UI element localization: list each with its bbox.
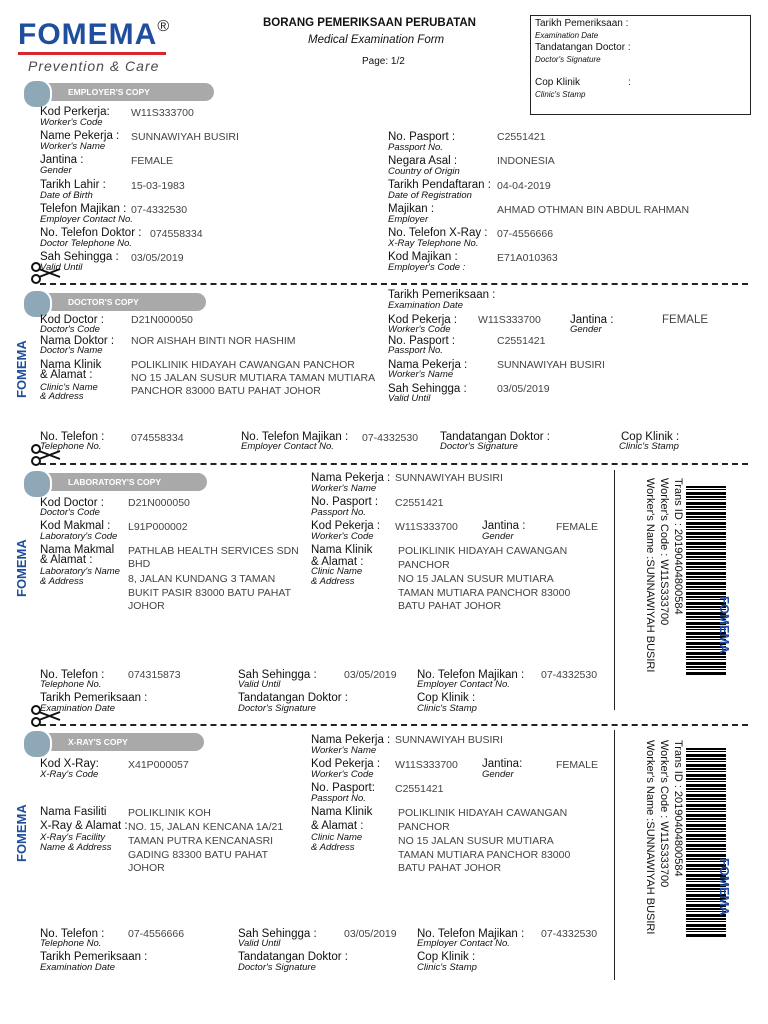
lab-code: L91P000002: [128, 521, 188, 533]
doc-clinic-line-3: PANCHOR 83000 BATU PAHAT JOHOR: [131, 385, 321, 397]
emp-gender-label: Jantina :: [40, 154, 84, 166]
doc-stamp-en: Clinic's Stamp: [619, 441, 679, 452]
cut-line: [40, 463, 748, 465]
box-clinic-stamp-en: Clinic's Stamp: [535, 90, 586, 99]
xray-tel: 07-4556666: [128, 928, 185, 940]
emp-worker-name: SUNNAWIYAH BUSIRI: [131, 131, 239, 143]
xray-facility-line-5: JOHOR: [128, 862, 165, 874]
xray-stamp-label: Cop Klinik :: [417, 951, 476, 963]
lab-copy-pill: LABORATORY'S COPY: [24, 473, 207, 491]
doc-clinic-en-1: Clinic's Name: [40, 382, 98, 393]
box-exam-date-en: Examination Date: [535, 31, 599, 40]
lab-worker-name: SUNNAWIYAH BUSIRI: [395, 472, 503, 484]
doc-worker-name-label: Nama Pekerja :: [388, 359, 468, 371]
lab-addr-line-4: BUKIT PASIR 83000 BATU PAHAT: [128, 587, 292, 599]
doc-valid-en: Valid Until: [388, 393, 431, 404]
box-clinic-stamp-colon: :: [628, 77, 631, 88]
doc-code: D21N000050: [131, 314, 193, 326]
lab-doc-code-label: Kod Doctor :: [40, 497, 104, 509]
emp-worker-code-label: Kod Perkerja:: [40, 106, 110, 118]
lab-divider: [614, 470, 615, 710]
lab-clinic-line-4: TAMAN MUTIARA PANCHOR 83000: [398, 587, 571, 599]
lab-passport: C2551421: [395, 497, 444, 509]
xray-worker-name-label: Nama Pekerja :: [311, 734, 391, 746]
lab-emp-tel-label: No. Telefon Majikan :: [417, 669, 525, 681]
emp-employer-tel-en: Employer Contact No.: [40, 214, 133, 225]
xray-worker-code-en: Worker's Code: [311, 769, 374, 780]
xray-emp-tel-label: No. Telefon Majikan :: [417, 928, 525, 940]
xray-code-en: X-Ray's Code: [40, 769, 99, 780]
doc-worker-code-label: Kod Pekerja :: [388, 314, 458, 326]
xray-clinic-line-1: POLIKLINIK HIDAYAH CAWANGAN: [398, 807, 568, 819]
box-doctor-sig-label: Tandatangan Doctor :: [535, 42, 631, 53]
doc-clinic-line-1: POLIKLINIK HIDAYAH CAWANGAN PANCHOR: [131, 359, 355, 371]
xray-emp-tel-en: Employer Contact No.: [417, 938, 510, 949]
fomema-side-logo: FOMEMA: [717, 858, 732, 916]
doc-stamp-label: Cop Klinik :: [621, 431, 680, 443]
doctor-copy-pill: DOCTOR'S COPY: [24, 293, 206, 311]
box-exam-date-label: Tarikh Pemeriksaan :: [535, 18, 629, 29]
xray-vertical-worker-code: Worker's Code : W11S333700: [658, 740, 670, 888]
emp-employer: AHMAD OTHMAN BIN ABDUL RAHMAN: [497, 204, 690, 216]
xray-clinic-line-3: NO 15 JALAN SUSUR MUTIARA: [398, 835, 554, 847]
lab-clinic-line-3: NO 15 JALAN SUSUR MUTIARA: [398, 573, 554, 585]
xray-facility-line-1: POLIKLINIK KOH: [128, 807, 211, 819]
doc-emp-tel-label: No. Telefon Majikan :: [241, 431, 349, 443]
xray-worker-code-label: Kod Pekerja :: [311, 758, 381, 770]
doc-passport-en: Passport No.: [388, 345, 443, 356]
xray-worker-name: SUNNAWIYAH BUSIRI: [395, 734, 503, 746]
box-clinic-stamp-label: Cop Klinik: [535, 77, 581, 88]
emp-xray-tel: 07-4556666: [497, 228, 554, 240]
doc-sig-label: Tandatangan Doktor :: [440, 431, 550, 443]
xray-sig-label: Tandatangan Doktor :: [238, 951, 348, 963]
xray-clinic-line-4: TAMAN MUTIARA PANCHOR 83000: [398, 849, 571, 861]
lab-addr-line-1: PATHLAB HEALTH SERVICES SDN: [128, 545, 299, 557]
doc-passport-label: No. Pasport :: [388, 335, 456, 347]
lab-addr-line-5: JOHOR: [128, 600, 165, 612]
flask-icon: [22, 469, 52, 499]
xray-valid-label: Sah Sehingga :: [238, 928, 317, 940]
emp-employer-code-en: Employer's Code :: [388, 262, 466, 273]
xray-facility-line-2: NO. 15, JALAN KENCANA 1A/21: [128, 821, 284, 833]
lab-tel-label: No. Telefon :: [40, 669, 105, 681]
form-subtitle: Medical Examination Form: [308, 34, 445, 46]
emp-xray-tel-en: X-Ray Telephone No.: [388, 238, 479, 249]
lab-valid-label: Sah Sehingga :: [238, 669, 317, 681]
doc-name-en: Doctor's Name: [40, 345, 103, 356]
lab-exam-en: Examination Date: [40, 703, 115, 714]
doc-emp-tel-en: Employer Contact No.: [241, 441, 334, 452]
doc-worker-code-en: Worker's Code: [388, 324, 451, 335]
lab-clinic-en-1: Clinic Name: [311, 566, 363, 577]
doc-name: NOR AISHAH BINTI NOR HASHIM: [131, 335, 296, 347]
lab-passport-label: No. Pasport :: [311, 496, 379, 508]
emp-country-en: Country of Origin: [388, 166, 460, 177]
lab-vertical-worker-code: Worker's Code : W11S333700: [658, 478, 670, 626]
emp-employer-code: E71A010363: [497, 252, 558, 264]
fomema-side-logo: FOMEMA: [717, 596, 732, 654]
emp-dob-label: Tarikh Lahir :: [40, 179, 106, 191]
lab-name-label-2: & Alamat :: [40, 554, 93, 566]
person-icon: [22, 79, 52, 109]
xray-passport: C2551421: [395, 783, 444, 795]
exam-signature-box: [530, 15, 751, 115]
xray-worker-name-en: Worker's Name: [311, 745, 377, 756]
lab-worker-code-label: Kod Pekerja :: [311, 520, 381, 532]
box-doctor-sig-en: Doctor's Signature: [535, 55, 601, 64]
doc-worker-code: W11S333700: [478, 314, 541, 326]
lab-worker-code-en: Worker's Code: [311, 531, 374, 542]
fomema-side-logo: FOMEMA: [14, 340, 29, 398]
lab-clinic-line-1: POLIKLINIK HIDAYAH CAWANGAN: [398, 545, 568, 557]
doc-gender-en: Gender: [570, 324, 602, 335]
xray-copy-pill: X-RAY'S COPY: [24, 733, 204, 751]
lab-sig-label: Tandatangan Doktor :: [238, 692, 348, 704]
xray-gender: FEMALE: [556, 759, 599, 771]
logo-tagline: Prevention & Care: [28, 58, 160, 74]
doc-clinic-en-2: & Address: [40, 391, 84, 402]
xray-clinic-line-2: PANCHOR: [398, 821, 450, 833]
doc-gender-label: Jantina :: [570, 314, 614, 326]
doc-gender: FEMALE: [662, 314, 709, 326]
xray-code: X41P000057: [128, 759, 189, 771]
doc-emp-tel: 07-4332530: [362, 432, 419, 444]
cut-line: [40, 283, 748, 285]
doc-clinic-line-2: NO 15 JALAN SUSUR MUTIARA TAMAN MUTIARA: [131, 372, 376, 384]
doc-exam-label: Tarikh Pemeriksaan :: [388, 289, 496, 301]
xray-worker-code: W11S333700: [395, 759, 458, 771]
lab-sig-en: Doctor's Signature: [238, 703, 316, 714]
lab-gender-label: Jantina :: [482, 520, 526, 532]
xray-gender-label: Jantina:: [482, 758, 523, 770]
lab-worker-name-label: Nama Pekerja :: [311, 472, 391, 484]
lab-valid: 03/05/2019: [344, 669, 397, 681]
doc-valid-label: Sah Sehingga :: [388, 383, 467, 395]
xray-facility-en-1: X-Ray's Facility: [40, 832, 106, 843]
emp-passport: C2551421: [497, 131, 546, 143]
emp-reg-en: Date of Registration: [388, 190, 472, 201]
emp-dob: 15-03-1983: [131, 180, 185, 192]
fomema-logo: FOMEMA®: [18, 18, 169, 52]
emp-employer-tel: 07-4332530: [131, 204, 188, 216]
lab-tel: 074315873: [128, 669, 181, 681]
xray-facility-label-2: X-Ray & Alamat :: [40, 820, 128, 832]
emp-passport-en: Passport No.: [388, 142, 443, 153]
lab-clinic-label-2: & Alamat :: [311, 556, 364, 568]
emp-passport-label: No. Pasport :: [388, 131, 456, 143]
xray-code-label: Kod X-Ray:: [40, 758, 99, 770]
xray-tel-en: Telephone No.: [40, 938, 102, 949]
xray-facility-line-4: GADING 83300 BATU PAHAT: [128, 849, 269, 861]
emp-employer-tel-label: Telefon Majikan :: [40, 203, 127, 215]
lab-worker-name-en: Worker's Name: [311, 483, 377, 494]
doc-worker-name-en: Worker's Name: [388, 369, 454, 380]
doc-code-label: Kod Doctor :: [40, 314, 104, 326]
lab-tel-en: Telephone No.: [40, 679, 102, 690]
doc-tel-label: No. Telefon :: [40, 431, 105, 443]
lab-addr-line-3: 8, JALAN KUNDANG 3 TAMAN: [128, 573, 276, 585]
lab-vertical-worker-name: Worker's Name :SUNNAWIYAH BUSIRI: [644, 478, 656, 673]
xray-emp-tel: 07-4332530: [541, 928, 598, 940]
doc-worker-name: SUNNAWIYAH BUSIRI: [497, 359, 605, 371]
emp-reg-label: Tarikh Pendaftaran :: [388, 179, 491, 191]
xray-divider: [614, 730, 615, 980]
lab-doc-code: D21N000050: [128, 497, 190, 509]
emp-doctor-tel-en: Doctor Telephone No.: [40, 238, 133, 249]
lab-doc-code-en: Doctor's Code: [40, 507, 100, 518]
doc-tel: 074558334: [131, 432, 184, 444]
emp-gender: FEMALE: [131, 155, 174, 167]
xray-trans-id: Trans ID : 20190404800584: [672, 740, 684, 877]
xray-exam-label: Tarikh Pemeriksaan :: [40, 951, 148, 963]
xray-icon: [22, 729, 52, 759]
fomema-side-logo: FOMEMA: [14, 539, 29, 597]
lab-valid-en: Valid Until: [238, 679, 281, 690]
lab-clinic-line-2: PANCHOR: [398, 559, 450, 571]
xray-passport-label: No. Pasport:: [311, 782, 375, 794]
emp-employer-en: Employer: [388, 214, 429, 225]
xray-clinic-en-2: & Address: [311, 842, 355, 853]
lab-emp-tel-en: Employer Contact No.: [417, 679, 510, 690]
doc-tel-en: Telephone No.: [40, 441, 102, 452]
lab-clinic-label-1: Nama Klinik: [311, 544, 373, 556]
emp-valid-label: Sah Sehingga :: [40, 251, 119, 263]
lab-name-en-2: & Address: [40, 576, 84, 587]
xray-gender-en: Gender: [482, 769, 514, 780]
lab-emp-tel: 07-4332530: [541, 669, 598, 681]
emp-country-label: Negara Asal :: [388, 155, 458, 167]
cut-line: [40, 724, 748, 726]
lab-name-en-1: Laboratory's Name: [40, 566, 120, 577]
emp-gender-en: Gender: [40, 165, 72, 176]
lab-stamp-en: Clinic's Stamp: [417, 703, 477, 714]
emp-worker-name-label: Name Pekerja :: [40, 130, 120, 142]
doc-passport: C2551421: [497, 335, 546, 347]
emp-valid-en: Valid Until: [40, 262, 83, 273]
xray-facility-label-1: Nama Fasiliti: [40, 806, 107, 818]
doc-valid: 03/05/2019: [497, 383, 550, 395]
lab-addr-line-2: BHD: [128, 558, 151, 570]
emp-doctor-tel-label: No. Telefon Doktor :: [40, 227, 142, 239]
xray-facility-line-3: TAMAN PUTRA KENCANASRI: [128, 835, 274, 847]
scissors-icon: [30, 262, 62, 284]
doc-clinic-label-1: Nama Klinik: [40, 359, 102, 371]
xray-stamp-en: Clinic's Stamp: [417, 962, 477, 973]
xray-tel-label: No. Telefon :: [40, 928, 105, 940]
lab-clinic-line-5: BATU PAHAT JOHOR: [398, 600, 502, 612]
lab-exam-label: Tarikh Pemeriksaan :: [40, 692, 148, 704]
lab-passport-en: Passport No.: [311, 507, 366, 518]
doc-sig-en: Doctor's Signature: [440, 441, 518, 452]
lab-name-label-1: Nama Makmal: [40, 544, 115, 556]
xray-valid: 03/05/2019: [344, 928, 397, 940]
lab-stamp-label: Cop Klinik :: [417, 692, 476, 704]
lab-gender-en: Gender: [482, 531, 514, 542]
emp-reg: 04-04-2019: [497, 180, 551, 192]
doc-exam-en: Examination Date: [388, 300, 463, 311]
xray-sig-en: Doctor's Signature: [238, 962, 316, 973]
lab-worker-code: W11S333700: [395, 521, 458, 533]
xray-clinic-label-2: & Alamat :: [311, 820, 364, 832]
xray-clinic-line-5: BATU PAHAT JOHOR: [398, 862, 502, 874]
employer-copy-pill: EMPLOYER'S COPY: [24, 83, 214, 101]
xray-exam-en: Examination Date: [40, 962, 115, 973]
emp-worker-code-en: Worker's Code: [40, 117, 103, 128]
doc-clinic-label-2: & Alamat :: [40, 369, 93, 381]
emp-doctor-tel: 074558334: [150, 228, 203, 240]
lab-gender: FEMALE: [556, 521, 599, 533]
lab-clinic-en-2: & Address: [311, 576, 355, 587]
xray-passport-en: Passport No.: [311, 793, 366, 804]
emp-xray-tel-label: No. Telefon X-Ray :: [388, 227, 488, 239]
fomema-side-logo: FOMEMA: [14, 804, 29, 862]
doc-code-en: Doctor's Code: [40, 324, 100, 335]
xray-clinic-label-1: Nama Klinik: [311, 806, 373, 818]
emp-valid: 03/05/2019: [131, 252, 184, 264]
form-title: BORANG PEMERIKSAAN PERUBATAN: [263, 17, 476, 29]
emp-country: INDONESIA: [497, 155, 555, 167]
xray-facility-en-2: Name & Address: [40, 842, 112, 853]
lab-trans-id: Trans ID : 20190404800584: [672, 478, 684, 615]
emp-employer-code-label: Kod Majikan :: [388, 251, 458, 263]
lab-code-label: Kod Makmal :: [40, 520, 111, 532]
lab-code-en: Laboratory's Code: [40, 531, 118, 542]
emp-employer-label: Majikan :: [388, 203, 435, 215]
page-number: Page: 1/2: [362, 56, 405, 67]
xray-clinic-en-1: Clinic Name: [311, 832, 363, 843]
xray-vertical-worker-name: Worker's Name :SUNNAWIYAH BUSIRI: [644, 740, 656, 935]
emp-worker-code: W11S333700: [131, 107, 194, 119]
emp-dob-en: Date of Birth: [40, 190, 93, 201]
doc-name-label: Nama Doktor :: [40, 335, 115, 347]
xray-valid-en: Valid Until: [238, 938, 281, 949]
emp-worker-name-en: Worker's Name: [40, 141, 106, 152]
